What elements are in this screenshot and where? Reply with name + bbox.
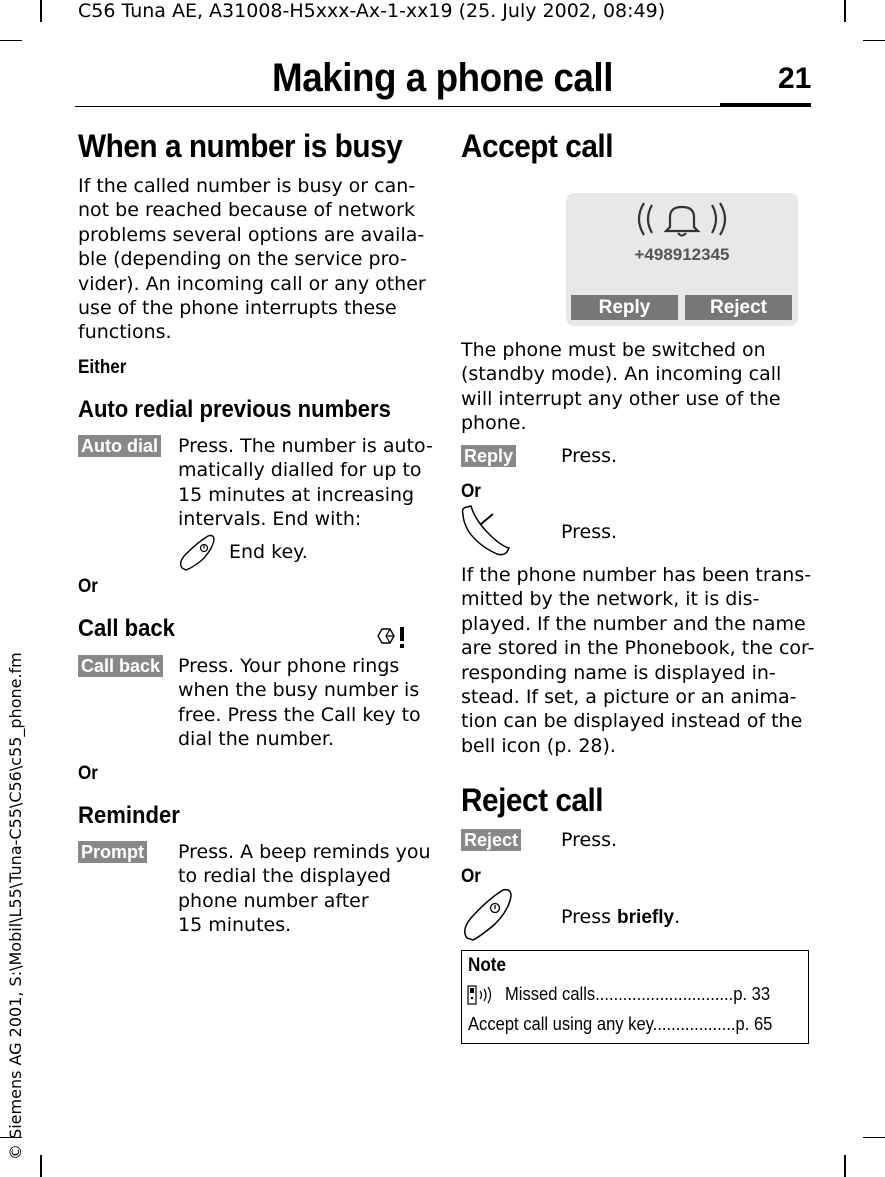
reject-screen-softkey[interactable]: Reject [685, 295, 792, 320]
reply-softkey[interactable]: Reply [461, 445, 516, 467]
page-number: 21 [778, 62, 812, 95]
accept-call-heading: Accept call [461, 128, 614, 164]
page-title: Making a phone call [272, 56, 613, 100]
text-line: Press. The number is auto- [178, 435, 433, 457]
text-line: functions. [78, 321, 172, 344]
text-line: will interrupt any other use of the [461, 387, 781, 410]
bell-icon [630, 199, 734, 241]
crop-mark [844, 1155, 846, 1177]
either-label: Either [78, 357, 127, 378]
phone-display [566, 193, 798, 326]
copyright-sidebar: © Siemens AG 2001, S:\Mobil\L55\Tuna-C55\C56\c55_phone.fm [6, 652, 25, 1160]
note-title: Note [468, 955, 507, 976]
text-line: mitted by the network, it is dis- [461, 588, 760, 611]
text-line: are stored in the Phonebook, the cor- [461, 637, 815, 660]
prompt-softkey[interactable]: Prompt [78, 841, 147, 863]
note-label: Accept call using any key [468, 1014, 653, 1034]
call-back-softkey[interactable]: Call back [78, 655, 163, 677]
text-line: phone. [461, 412, 527, 435]
note-row-accept-any-key[interactable] [468, 1014, 772, 1035]
auto-dial-softkey[interactable]: Auto dial [78, 435, 161, 457]
text-line: 15 minutes. [178, 914, 292, 937]
text-fragment: Press [561, 906, 618, 928]
leader-dots: .............................. [595, 984, 734, 1004]
or-label: Or [78, 763, 98, 784]
text-line: tion can be displayed instead of the [461, 710, 803, 733]
text-line: The phone must be switched on [461, 339, 766, 361]
leader-dots: .................. [652, 1014, 736, 1034]
page-reference: p. 33 [733, 984, 771, 1004]
end-key-icon [176, 532, 216, 572]
text-fragment: . [674, 906, 681, 928]
text-line: bell icon (p. 28). [461, 734, 616, 757]
text-line: matically dialled for up to [178, 459, 422, 482]
text-line: not be reached because of network [78, 199, 415, 222]
emphasis-text: briefly [617, 907, 675, 928]
crop-mark [40, 0, 42, 22]
text-line: problems several options are availa- [78, 223, 425, 246]
press-briefly-text [561, 905, 680, 930]
text-line: free. Press the Call key to [178, 703, 421, 726]
reply-screen-softkey[interactable]: Reply [571, 295, 678, 320]
page-number-rule [720, 103, 811, 107]
text-line: Press. Your phone rings [178, 655, 400, 677]
page-reference: p. 65 [735, 1014, 773, 1034]
crop-mark [863, 1137, 885, 1138]
text-line: played. If the number and the name [461, 612, 806, 635]
text-line: vider). An incoming call or any other [78, 272, 426, 295]
text-line: dial the number. [178, 728, 334, 751]
number-text [461, 563, 815, 758]
or-label: Or [78, 576, 98, 597]
missed-calls-icon [466, 984, 496, 1006]
busy-text [78, 174, 426, 345]
note-row-missed-calls[interactable] [505, 984, 770, 1005]
crop-mark [0, 40, 22, 41]
note-label: Missed calls [505, 984, 596, 1004]
text-line: when the busy number is [178, 679, 420, 702]
text-line: If the phone number has been trans- [461, 564, 812, 586]
document-header: C56 Tuna AE, A31008-H5xxx-Ax-1-xx19 (25. July 2002, 08:49) [78, 0, 666, 22]
text-line: intervals. End with: [178, 508, 362, 531]
press-text: Press. [561, 521, 618, 543]
text-line: 15 minutes at increasing [178, 483, 415, 506]
text-line: Press. A beep reminds you [178, 841, 431, 863]
crop-mark [863, 40, 885, 41]
text-line: (standby mode). An incoming call [461, 363, 782, 386]
text-line: responding name is displayed in- [461, 661, 776, 684]
call-back-heading: Call back [78, 615, 175, 642]
press-text: Press. [561, 445, 618, 467]
press-text: Press. [561, 829, 618, 851]
caller-number: +498912345 [634, 245, 730, 264]
note-box [461, 950, 809, 1044]
busy-heading: When a number is busy [78, 128, 403, 164]
crop-mark [40, 1155, 42, 1177]
auto-redial-heading: Auto redial previous numbers [78, 396, 391, 423]
text-line: to redial the displayed [178, 865, 391, 888]
or-label: Or [461, 866, 481, 887]
or-label: Or [461, 481, 481, 502]
end-key-icon [459, 886, 513, 942]
auto-dial-text [178, 434, 433, 532]
reject-call-heading: Reject call [461, 782, 604, 818]
call-back-text [178, 654, 421, 752]
reminder-heading: Reminder [78, 802, 180, 829]
accept-text [461, 338, 781, 436]
text-line: If the called number is busy or can- [78, 175, 416, 197]
end-key-label: End key. [229, 541, 308, 563]
crop-mark [844, 0, 846, 22]
reminder-text [178, 840, 430, 938]
text-line: ble (depending on the service pro- [78, 248, 407, 271]
text-line: stead. If set, a picture or an anima- [461, 686, 797, 709]
text-line: use of the phone interrupts these [78, 297, 397, 320]
reject-softkey[interactable]: Reject [461, 829, 521, 851]
call-key-icon [459, 504, 513, 556]
network-service-icon [374, 625, 410, 651]
text-line: phone number after [178, 889, 369, 912]
header-rule [75, 106, 720, 107]
